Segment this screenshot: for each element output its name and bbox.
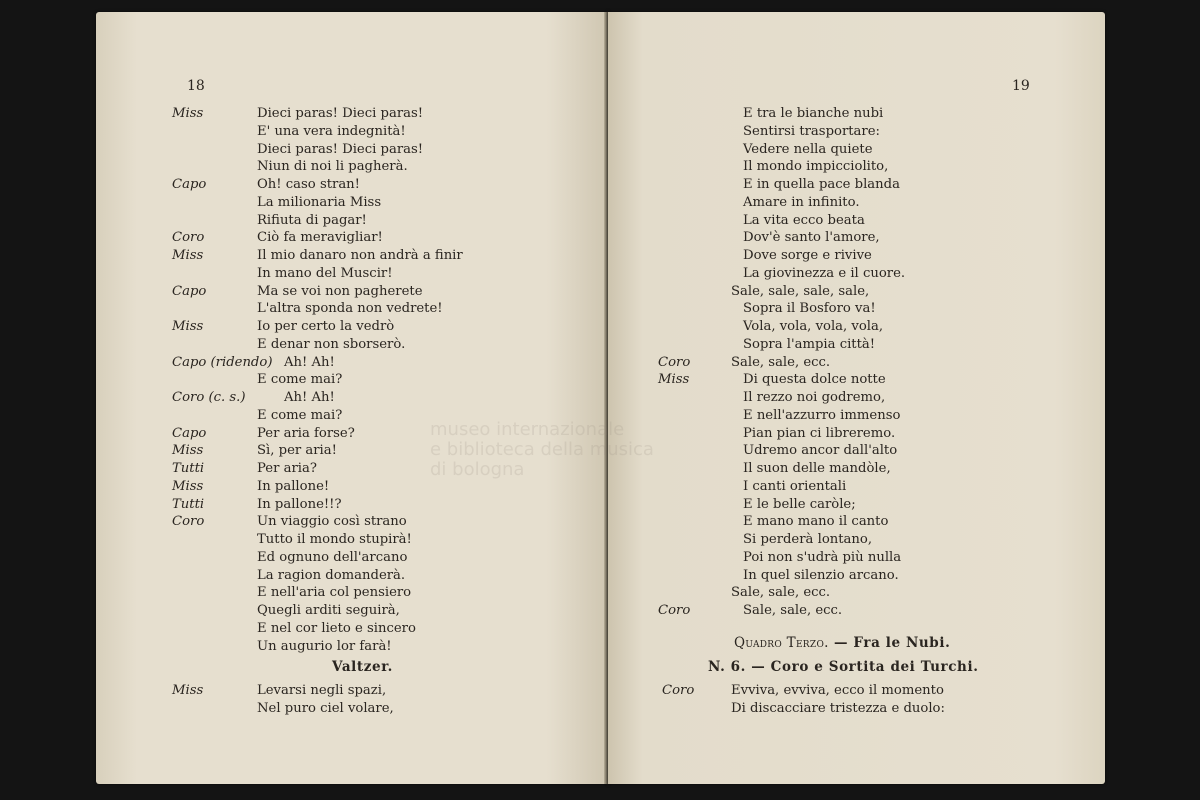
- speaker-label: Miss: [172, 683, 204, 698]
- verse-text: Vola, vola, vola, vola,: [743, 319, 884, 334]
- verse-text: E nell'azzurro immenso: [743, 407, 901, 423]
- verse-text: Nel puro ciel volare,: [257, 700, 394, 716]
- speaker-label: Miss: [172, 478, 204, 494]
- verse-text: E come mai?: [257, 372, 343, 388]
- verse-text: Dieci paras! Dieci paras!: [257, 106, 424, 121]
- verse-text: E tra le bianche nubi: [743, 106, 884, 121]
- verse-text: Sale, sale, sale, sale,: [731, 283, 870, 299]
- verse-text: Io per certo la vedrò: [257, 319, 395, 334]
- verse-text: Ah! Ah!: [284, 354, 335, 370]
- watermark-line-2: e biblioteca della musica: [430, 439, 654, 460]
- verse-text: Dove sorge e rivive: [743, 248, 872, 263]
- watermark-line-1: museo internazionale: [430, 419, 625, 440]
- verse-text: Sì, per aria!: [257, 443, 337, 459]
- speaker-label: Coro: [658, 354, 691, 370]
- section-heading-number-six: N. 6. — Coro e Sortita dei Turchi.: [708, 659, 979, 675]
- verse-text: E in quella pace blanda: [743, 177, 900, 192]
- left-page: [96, 12, 608, 784]
- verse-text: Rifiuta di pagar!: [257, 212, 367, 228]
- verse-text: Si perderà lontano,: [743, 532, 873, 547]
- speaker-label: Coro: [172, 230, 205, 246]
- verse-text: Sopra l'ampia città!: [743, 336, 876, 352]
- speaker-label: Miss: [172, 248, 204, 263]
- speaker-label: Coro: [172, 514, 205, 530]
- speaker-label: Miss: [172, 319, 204, 334]
- verse-text: Di discacciare tristezza e duolo:: [731, 700, 945, 716]
- speaker-label: Capo: [172, 283, 207, 299]
- verse-text: Di questa dolce notte: [743, 372, 886, 388]
- verse-text: Poi non s'udrà più nulla: [743, 549, 902, 565]
- verse-text: Il mio danaro non andrà a finir: [257, 248, 463, 263]
- verse-text: Quegli arditi seguirà,: [257, 603, 400, 618]
- verse-text: Un augurio lor farà!: [257, 638, 392, 654]
- verse-text: I canti orientali: [743, 478, 847, 494]
- verse-text: Sale, sale, ecc.: [731, 354, 831, 370]
- heading-quadro-label: Quadro Terzo.: [734, 635, 829, 651]
- speaker-label: Miss: [172, 443, 204, 459]
- verse-text: E le belle caròle;: [743, 496, 856, 512]
- verse-text: Ciò fa meravigliar!: [257, 230, 383, 246]
- verse-text: In quel silenzio arcano.: [743, 567, 899, 583]
- speaker-label: Coro (c. s.): [172, 390, 246, 405]
- verse-text: Un viaggio così strano: [257, 514, 407, 530]
- speaker-label: Coro: [662, 683, 695, 698]
- speaker-label: Capo: [172, 425, 207, 441]
- verse-text: E' una vera indegnità!: [257, 123, 406, 139]
- verse-text: E mano mano il canto: [743, 514, 889, 530]
- verse-text: La ragion domanderà.: [257, 567, 406, 583]
- right-page: [608, 12, 1105, 784]
- verse-text: In pallone!: [257, 478, 330, 494]
- verse-text: Niun di noi li pagherà.: [257, 159, 408, 175]
- verse-text: Levarsi negli spazi,: [257, 683, 387, 698]
- speaker-label: Coro: [658, 603, 691, 618]
- speaker-label: Capo (ridendo): [172, 354, 273, 370]
- section-heading-valtzer: Valtzer.: [332, 659, 393, 675]
- verse-text: Dieci paras! Dieci paras!: [257, 141, 424, 157]
- verse-text: Tutto il mondo stupirà!: [257, 532, 412, 547]
- speaker-label: Tutti: [172, 461, 205, 476]
- page-number-right: 19: [1012, 78, 1030, 94]
- verse-text: E nel cor lieto e sincero: [257, 620, 416, 636]
- verse-text: E nell'aria col pensiero: [257, 585, 412, 601]
- verse-text: Ed ognuno dell'arcano: [257, 549, 408, 565]
- library-watermark: [430, 420, 654, 480]
- speaker-label: Tutti: [172, 496, 205, 512]
- verse-text: Udremo ancor dall'alto: [743, 443, 898, 459]
- verse-text: Il mondo impicciolito,: [743, 159, 889, 175]
- stage-direction: (ridendo): [210, 354, 273, 370]
- verse-text: Evviva, evviva, ecco il momento: [731, 683, 944, 698]
- verse-text: Dov'è santo l'amore,: [743, 230, 880, 246]
- verse-text: In mano del Muscir!: [257, 265, 393, 281]
- verse-text: Il rezzo noi godremo,: [743, 390, 886, 405]
- stage-direction: (c. s.): [208, 390, 246, 405]
- verse-text: Sale, sale, ecc.: [731, 585, 831, 601]
- verse-text: Oh! caso stran!: [257, 177, 360, 192]
- verse-text: E denar non sborserò.: [257, 336, 406, 352]
- page-number-left: 18: [187, 78, 205, 94]
- speaker-label: Miss: [172, 106, 204, 121]
- verse-text: La vita ecco beata: [743, 212, 865, 228]
- section-heading-quadro-terzo: [734, 634, 950, 652]
- verse-text: Sopra il Bosforo va!: [743, 301, 876, 317]
- heading-quadro-title: — Fra le Nubi.: [828, 635, 951, 651]
- verse-text: La milionaria Miss: [257, 194, 382, 210]
- verse-text: Ma se voi non pagherete: [257, 283, 423, 299]
- verse-text: L'altra sponda non vedrete!: [257, 301, 443, 317]
- verse-text: Per aria?: [257, 461, 317, 476]
- verse-text: Ah! Ah!: [284, 390, 335, 405]
- verse-text: Il suon delle mandòle,: [743, 461, 891, 476]
- verse-text: E come mai?: [257, 407, 343, 423]
- watermark-line-3: di bologna: [430, 459, 525, 480]
- verse-text: Vedere nella quiete: [743, 141, 873, 157]
- verse-text: La giovinezza e il cuore.: [743, 265, 906, 281]
- verse-text: Amare in infinito.: [743, 194, 860, 210]
- verse-text: Per aria forse?: [257, 425, 355, 441]
- speaker-label: Capo: [172, 177, 207, 192]
- speaker-label: Miss: [658, 372, 690, 388]
- verse-text: Sentirsi trasportare:: [743, 123, 880, 139]
- verse-text: In pallone!!?: [257, 496, 342, 512]
- verse-text: Sale, sale, ecc.: [743, 603, 843, 618]
- verse-text: Pian pian ci libreremo.: [743, 425, 896, 441]
